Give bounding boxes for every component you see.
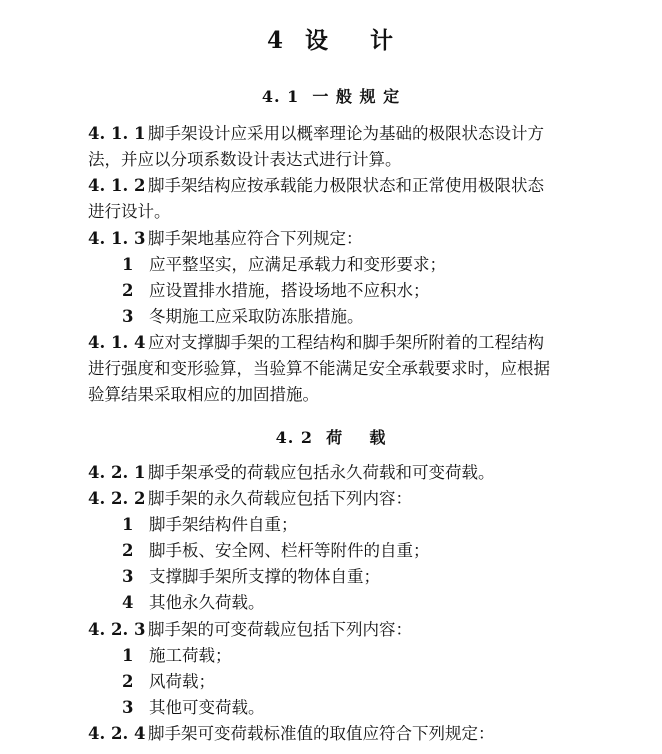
item-text: 其他可变荷载。: [149, 698, 265, 717]
clause-4-1-2-cont: 进行设计。: [88, 202, 171, 221]
clause-4-1-1-cont: 法，并应以分项系数设计表达式进行计算。: [88, 150, 402, 169]
item-text: 脚手板、安全网、栏杆等附件的自重；: [149, 541, 430, 560]
list-item: [122, 643, 662, 669]
item-text: 应平整坚实，应满足承载力和变形要求；: [149, 255, 446, 274]
section-title-4-1: 4. 1 一 般 规 定: [261, 87, 401, 106]
list-item: [122, 538, 662, 564]
clause-4-1-4: [88, 330, 648, 356]
clause-4-1-1: [88, 121, 648, 147]
item-number: 3: [122, 307, 134, 326]
clause-4-1-4-cont: 验算结果采取相应的加固措施。: [88, 385, 319, 404]
item-text: 其他永久荷载。: [149, 593, 265, 612]
item-text: 支撑脚手架所支撑的物体自重；: [149, 567, 380, 586]
list-item: [122, 512, 662, 538]
item-number: 2: [122, 281, 134, 300]
item-text: 脚手架结构件自重；: [149, 515, 298, 534]
clause-4-2-2: [88, 486, 648, 512]
clause-4-1-2: [88, 173, 648, 199]
clause-text: 脚手架承受的荷载应包括永久荷载和可变荷载。: [148, 463, 495, 482]
clause-4-2-4: [88, 721, 648, 747]
clause-4-1-3: [88, 226, 648, 252]
list-item: [122, 590, 662, 616]
clause-number: 4. 1. 4: [88, 333, 146, 352]
clause-text: 应对支撑脚手架的工程结构和脚手架所附着的工程结构: [148, 333, 544, 352]
clause-text: 脚手架的可变荷载应包括下列内容：: [148, 620, 412, 639]
clause-4-2-3: [88, 617, 648, 643]
clause-number: 4. 2. 4: [88, 724, 146, 743]
clause-4-1-4-cont: 进行强度和变形验算，当验算不能满足安全承载要求时，应根据: [88, 359, 550, 378]
clause-text: 脚手架地基应符合下列规定：: [148, 229, 363, 248]
chapter-title: 4 设 计: [266, 27, 396, 54]
list-item: [122, 252, 662, 278]
item-number: 1: [122, 515, 134, 534]
clause-text: 脚手架可变荷载标准值的取值应符合下列规定：: [148, 724, 495, 743]
item-number: 3: [122, 698, 134, 717]
clause-number: 4. 2. 2: [88, 489, 146, 508]
item-number: 4: [122, 593, 134, 612]
item-number: 1: [122, 646, 134, 665]
clause-4-2-1: [88, 460, 648, 486]
clause-text: 脚手架的永久荷载应包括下列内容：: [148, 489, 412, 508]
list-item: [122, 304, 662, 330]
list-item: [122, 669, 662, 695]
clause-number: 4. 2. 3: [88, 620, 146, 639]
item-text: 冬期施工应采取防冻胀措施。: [149, 307, 364, 326]
item-text: 施工荷载；: [149, 646, 232, 665]
item-number: 3: [122, 567, 134, 586]
item-text: 应设置排水措施，搭设场地不应积水；: [149, 281, 430, 300]
section-title-4-2: 4. 2 荷 载: [275, 428, 387, 447]
list-item: [122, 564, 662, 590]
clause-text: 脚手架设计应采用以概率理论为基础的极限状态设计方: [148, 124, 544, 143]
item-number: 2: [122, 672, 134, 691]
item-text: 风荷载；: [149, 672, 215, 691]
clause-number: 4. 1. 2: [88, 176, 146, 195]
clause-text: 脚手架结构应按承载能力极限状态和正常使用极限状态: [148, 176, 544, 195]
item-number: 2: [122, 541, 134, 560]
clause-number: 4. 2. 1: [88, 463, 146, 482]
clause-number: 4. 1. 3: [88, 229, 146, 248]
list-item: [122, 695, 662, 721]
clause-number: 4. 1. 1: [88, 124, 146, 143]
item-number: 1: [122, 255, 134, 274]
list-item: [122, 278, 662, 304]
